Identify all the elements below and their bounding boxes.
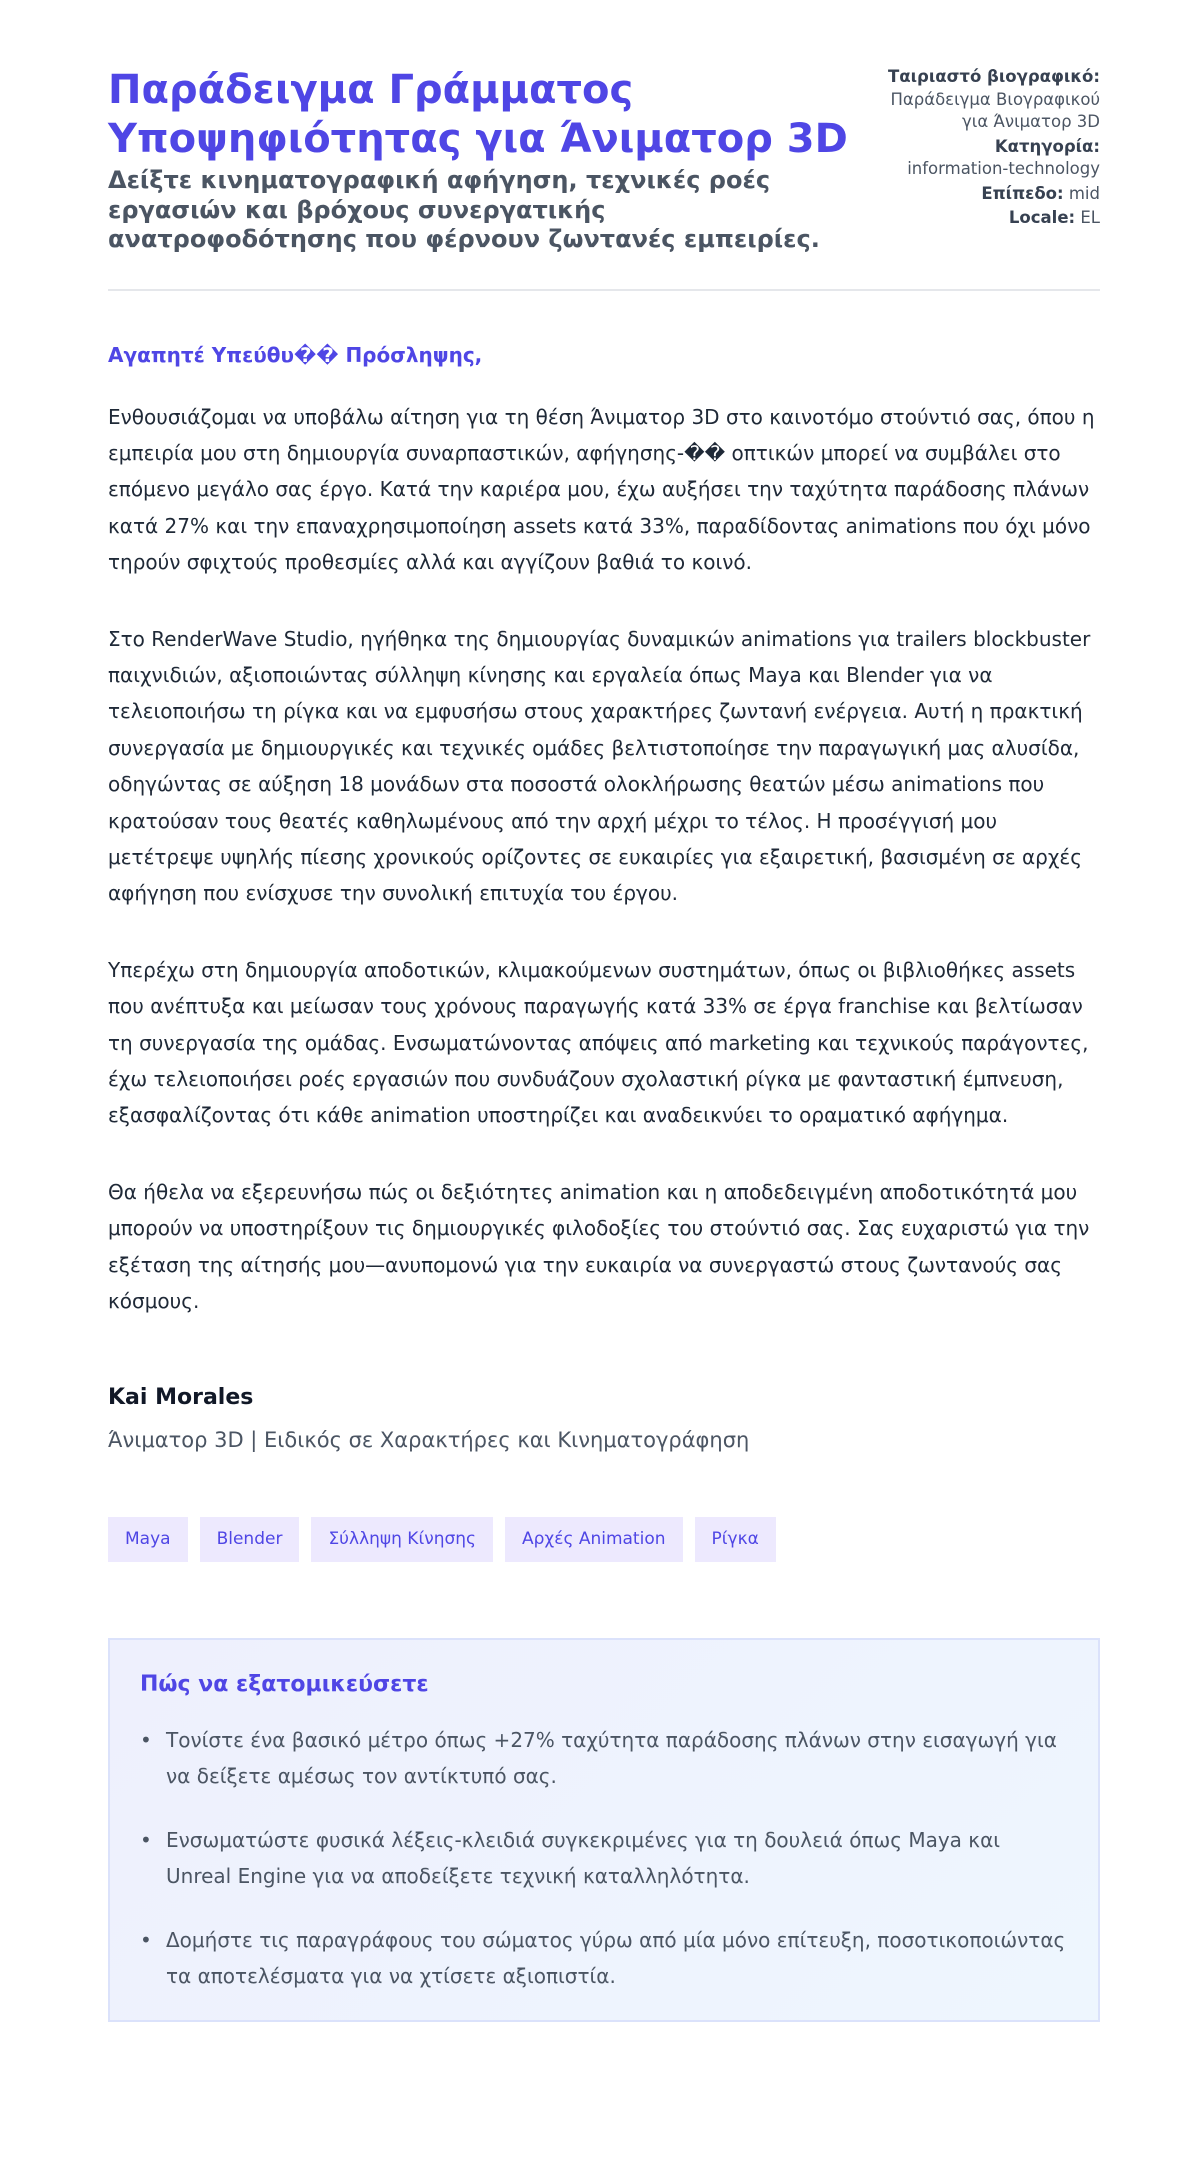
meta-level-label: Επίπεδο: xyxy=(981,183,1064,203)
meta-locale-label: Locale: xyxy=(1008,208,1076,227)
signature-name: Kai Morales xyxy=(108,1385,254,1411)
meta-resume-value: Παράδειγμα Βιογραφικού για Άνιματορ 3D xyxy=(890,89,1100,131)
skill-tags xyxy=(108,1517,1100,1562)
tip-item: • Δομήστε τις παραγράφους του σώματος γύρω από μία μόνο επίτευξη, ποσοτικοποιώντας τα αποτελέσματα για να χτίσετε αξιοπιστία. xyxy=(140,1922,1068,1994)
letter-paragraph: Υπερέχω στη δημιουργία αποδοτικών, κλιμακούμενων συστημάτων, όπως οι βιβλιοθήκες assets που ανέπτυξα και μείωσαν τους χρόνους παραγωγής κατά 33% σε έργα franchise και βελτίωσαν τη συνεργασία της ομάδας. Ενσωματώνοντας απόψεις από marketing και τεχνικούς παράγοντες, έχω τελειοποιήσει ροές εργασιών που συνδυάζουν σχολαστική ρίγκα με φανταστική έμπνευση, εξασφαλίζοντας ότι κάθε animation υποστηρίζει και αναδεικνύει το οραματικό αφήγημα. xyxy=(108,957,1089,1128)
page-title: Παράδειγμα Γράμματος Υποψηφιότητας για Άνιματορ 3D xyxy=(108,67,848,162)
meta-resume-label: Ταιριαστό βιογραφικό: xyxy=(887,67,1100,86)
meta-locale xyxy=(860,207,1100,230)
skill-tag: Αρχές Animation xyxy=(505,1517,682,1562)
meta-category xyxy=(860,136,1100,181)
meta-category-label: Κατηγορία: xyxy=(994,136,1100,156)
signature-title: Άνιματορ 3D | Ειδικός σε Χαρακτήρες και Κινηματογράφηση xyxy=(108,1428,750,1453)
tips-title: Πώς να εξατομικεύσετε xyxy=(140,1672,429,1698)
skill-tag: Ρίγκα xyxy=(695,1517,776,1562)
meta-panel xyxy=(860,66,1100,232)
meta-level xyxy=(860,183,1100,206)
meta-category-value: information-technology xyxy=(907,159,1100,178)
salutation: Αγαπητέ Υπεύθυ�� Πρόσληψης, xyxy=(108,342,483,367)
page-header xyxy=(108,66,1100,291)
tip-item: • Ενσωματώστε φυσικά λέξεις-κλειδιά συγκεκριμένες για τη δουλειά όπως Maya και Unreal Engine για να αποδείξετε τεχνική καταλληλότητα. xyxy=(140,1822,1068,1894)
letter-paragraph: Ενθουσιάζομαι να υποβάλω αίτηση για τη θέση Άνιματορ 3D στο καινοτόμο στούντιό σας, όπου η εμπειρία μου στη δημιουργία συναρπαστικών, αφήγησης-�� οπτικών μπορεί να συμβάλει στο επόμενο μεγάλο σας έργο. Κατά την καριέρα μου, έχω αυξήσει την ταχύτητα παράδοσης πλάνων κατά 27% και την επαναχρησιμοποίηση assets κατά 33%, παραδίδοντας animations που όχι μόνο τηρούν σφιχτούς προθεσμίες αλλά και αγγίζουν βαθιά το κοινό. xyxy=(108,404,1095,575)
meta-level-value: mid xyxy=(1068,183,1100,203)
meta-locale-value: EL xyxy=(1080,208,1100,227)
letter-paragraph: Θα ήθελα να εξερευνήσω πώς οι δεξιότητες animation και η αποδεδειγμένη αποδοτικότητά μου μπορούν να υποστηρίξουν τις δημιουργικές φιλοδοξίες του στούντιό σας. Σας ευχαριστώ για την εξέταση της αίτησής μου—ανυπομονώ για την ευκαιρία να συνεργαστώ στους ζωντανούς σας κόσμους. xyxy=(108,1179,1090,1314)
customization-tips-box xyxy=(108,1638,1100,2022)
skill-tag: Blender xyxy=(200,1517,300,1562)
skill-tag: Maya xyxy=(108,1517,188,1562)
skill-tag: Σύλληψη Κίνησης xyxy=(311,1517,493,1562)
page-subtitle: Δείξτε κινηματογραφική αφήγηση, τεχνικές ροές εργασιών και βρόχους συνεργατικής ανατροφοδότησης που φέρνουν ζωντανές εμπειρίες. xyxy=(108,166,820,253)
meta-resume xyxy=(860,66,1100,134)
header-text xyxy=(108,66,848,255)
letter-paragraph: Στο RenderWave Studio, ηγήθηκα της δημιουργίας δυναμικών animations για trailers blockbuster παιχνιδιών, αξιοποιώντας σύλληψη κίνησης και εργαλεία όπως Maya και Blender για να τελειοποιήσω τη ρίγκα και να εμφυσήσω στους χαρακτήρες ζωντανή ενέργεια. Αυτή η πρακτική συνεργασία με δημιουργικές και τεχνικές ομάδες βελτιστοποίησε την παραγωγική μας αλυσίδα, οδηγώντας σε αύξηση 18 μονάδων στα ποσοστά ολοκλήρωσης θεατών μέσω animations που κρατούσαν τους θεατές καθηλωμένους από την αρχή μέχρι το τέλος. Η προσέγγισή μου μετέτρεψε υψηλής πίεσης χρονικούς ορίζοντες σε ευκαιρίες για εξαιρετική, βασισμένη σε αρχές αφήγηση που ενίσχυσε την συνολική επιτυχία του έργου. xyxy=(108,626,1091,906)
cover-letter-page xyxy=(108,66,1100,2022)
tip-item: • Τονίστε ένα βασικό μέτρο όπως +27% ταχύτητα παράδοσης πλάνων στην εισαγωγή για να δείξετε αμέσως τον αντίκτυπό σας. xyxy=(140,1722,1068,1794)
tips-list xyxy=(140,1722,1068,1994)
